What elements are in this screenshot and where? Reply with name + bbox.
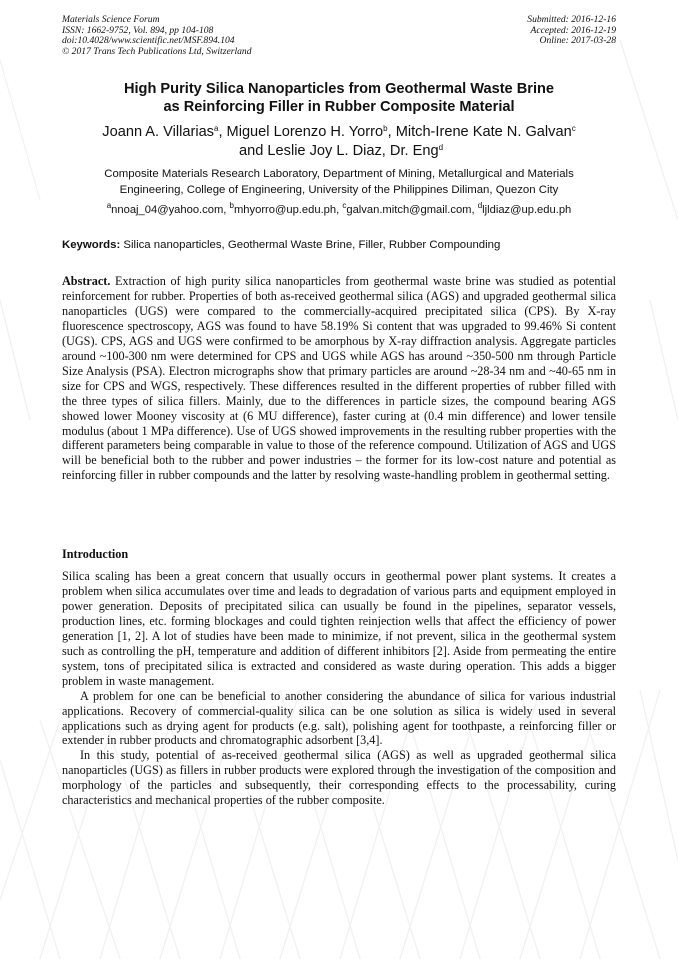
author-name: Leslie Joy L. Diaz, Dr. Eng	[267, 143, 439, 159]
author-mark: d	[438, 143, 444, 152]
affiliation-line: Engineering, College of Engineering, University of the Philippines Diliman, Quezon City	[119, 183, 559, 196]
author-mark: b	[383, 124, 388, 133]
author-emails: $^a$nnoaj_04@yahoo.com, $^b$mhyorro@up.edu.ph, $^c$galvan.mitch@gmail.com, $^d$ljldiaz@up.edu.ph	[106, 201, 572, 216]
paragraph: Silica scaling has been a great concern that usually occurs in geothermal power plant systems. It creates a problem when silica accumulates over time and leads to degradation of various parts and equipment employed in power generation. Deposits of precipitated silica can usually be found in the pipelines, separator vessels, production lines, etc. forming blockages and could tighten reinjection wells that affect the efficiency of power generation [1, 2]. A lot of studies have been made to minimize, if not prevent, silica in the geothermal system such as controlling the pH, temperature and addition of different inhibitors [2]. Aside from permeating the entire system, tons of precipitated silica is extracted and considered as waste during operation. This adds a bigger problem in waste management.	[62, 569, 616, 688]
author-mark: a	[213, 124, 219, 133]
email-link[interactable]: mhyorro@up.edu.ph	[233, 204, 337, 216]
section-heading-introduction: Introduction	[62, 547, 129, 561]
paragraph: In this study, potential of as-received geothermal silica (AGS) as well as upgraded geothermal silica nanoparticles (UGS) as fillers in rubber products were explored through the investigation of the composition and morphology of the particles and subsequently, their corresponding effects to the processability, curing characteristics and mechanical properties of the rubber composite.	[62, 748, 616, 808]
submission-dates	[527, 15, 616, 47]
email-link[interactable]: ljldiaz@up.edu.ph	[482, 204, 572, 216]
email-mark: b	[229, 201, 234, 210]
abstract	[62, 274, 616, 483]
author-separator: ,	[218, 124, 227, 140]
email-mark: a	[106, 201, 112, 210]
author-separator: and	[234, 143, 268, 159]
abstract-label: Abstract.	[62, 274, 111, 288]
journal-issn: ISSN: 1662-9752, Vol. 894, pp 104-108	[62, 24, 214, 36]
keywords-label: Keywords:	[62, 239, 121, 251]
abstract-text: Extraction of high purity silica nanoparticles from geothermal waste brine was studied as potential reinforcement for rubber. Properties of both as-received geothermal silica (AGS) and upgraded geothermal silica nanoparticles (UGS) were compared to the commercially-acquired precipitated silica (CPS). By X-ray fluorescence spectroscopy, AGS was found to have 58.19% Si content that was upgraded to 99.46% Si content (UGS). CPS, AGS and UGS were confirmed to be amorphous by X-ray diffraction analysis. Aggregate particles around ~100-300 nm were determined for CPS and UGS while AGS has around ~350-500 nm through Particle Size Analysis (PSA). Electron micrographs show that primary particles are around ~28-34 nm and ~40-65 nm in size for CPS and WGS, respectively. These differences resulted in the different properties of rubber filled with the three types of silica fillers. Mainly, due to the differences in particle sizes, the compound bearing AGS showed lower Mooney viscosity at (6 MU difference), faster curing at (0.4 min difference) and lower tensile modulus (about 1 MPa difference). Use of UGS showed improvements in the resulting rubber properties with the different parameters being comparable in value to those of the reference compound. Utilization of AGS and UGS will be beneficial both to the rubber and power industries – the former for its low-cost nature and potential as reinforcing filler in rubber compounds and the latter by resolving waste-handling problem in geothermal setting.	[62, 274, 616, 483]
journal-doi: doi:10.4028/www.scientific.net/MSF.894.104	[62, 35, 235, 47]
author-separator: ,	[387, 124, 396, 140]
journal-name: Materials Science Forum	[62, 14, 160, 25]
affiliation	[62, 167, 616, 198]
journal-info	[62, 15, 252, 57]
online-date: Online: 2017-03-28	[539, 35, 616, 47]
submitted-date: Submitted: 2016-12-16	[527, 14, 616, 25]
affiliation-line: Composite Materials Research Laboratory, Department of Mining, Metallurgical and Materials	[104, 168, 574, 180]
author-name: Miguel Lorenzo H. Yorro	[226, 124, 384, 140]
keywords-text: Silica nanoparticles, Geothermal Waste Brine, Filler, Rubber Compounding	[123, 239, 501, 251]
journal-copyright: © 2017 Trans Tech Publications Ltd, Switzerland	[62, 45, 252, 57]
paragraph: A problem for one can be beneficial to another considering the abundance of silica for various industrial applications. Recovery of commercial-quality silica can be one solution as silica is widely used in several applications such as drying agent for products (e.g. salt), polishing agent for toothpaste, a reinforcing filler or extender in rubber products and chromatographic adsorbent [3,4].	[62, 688, 616, 748]
author-name: Joann A. Villarias	[102, 124, 214, 140]
author-mark: c	[571, 124, 576, 133]
introduction-body	[62, 569, 616, 808]
keywords	[62, 238, 616, 253]
title-line: High Purity Silica Nanoparticles from Geothermal Waste Brine	[123, 81, 555, 97]
paper-title	[62, 80, 616, 116]
title-line: as Reinforcing Filler in Rubber Composite Material	[163, 99, 515, 115]
author-name: Mitch-Irene Kate N. Galvan	[395, 124, 572, 140]
email-link[interactable]: nnoaj_04@yahoo.com	[111, 204, 224, 216]
email-mark: d	[477, 201, 483, 210]
email-mark: c	[342, 201, 347, 210]
author-list	[62, 123, 616, 161]
accepted-date: Accepted: 2016-12-19	[530, 24, 616, 36]
email-link[interactable]: galvan.mitch@gmail.com	[346, 204, 472, 216]
